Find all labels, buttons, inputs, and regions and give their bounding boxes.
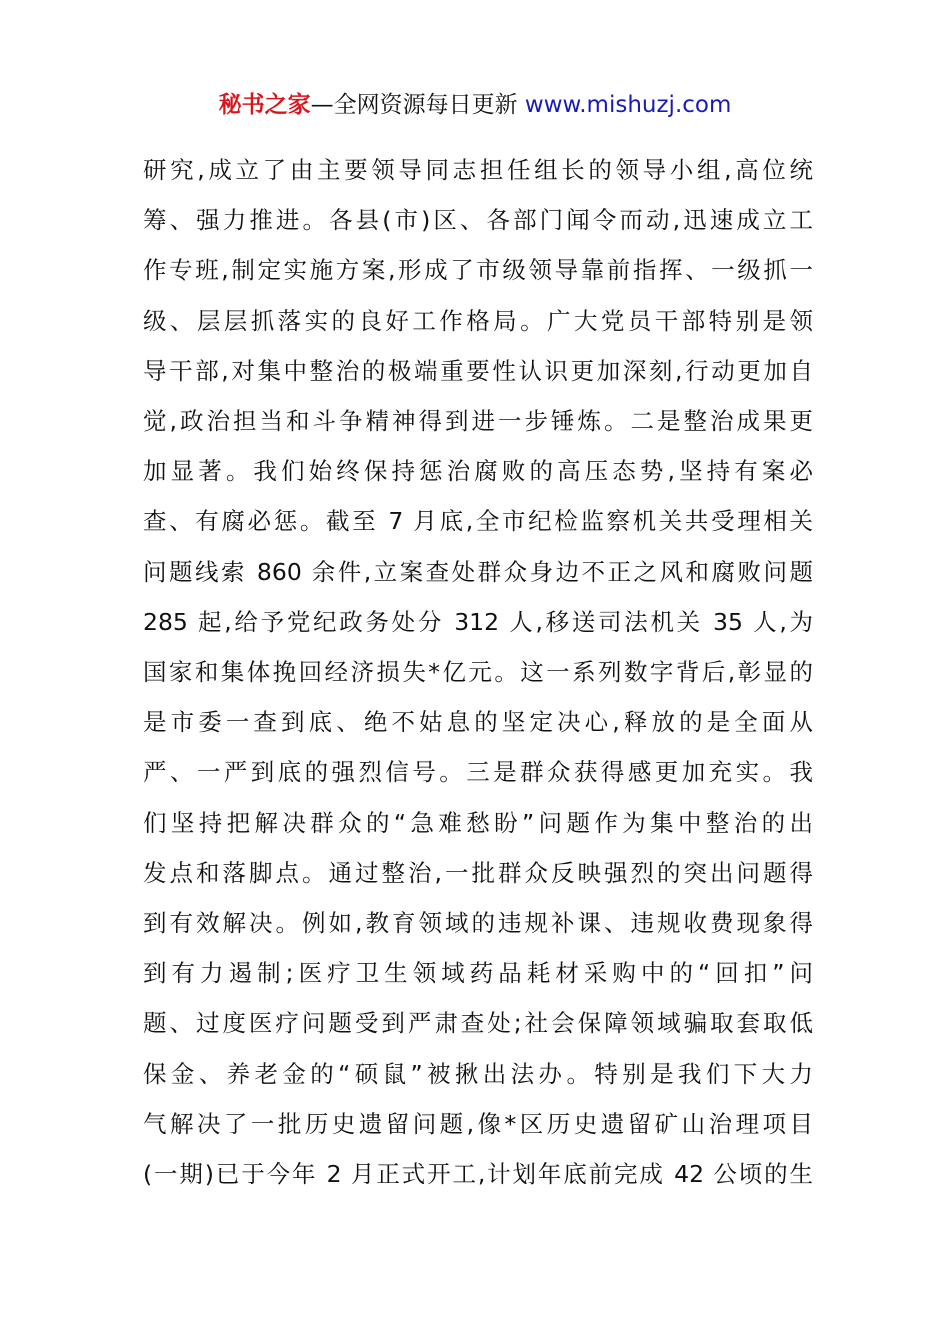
text-line: 是市委一查到底、绝不姑息的坚定决心,释放的是全面从 [143,708,813,737]
text-line: 导干部,对集中整治的极端重要性认识更加深刻,行动更加自 [143,356,813,385]
site-tagline: —全网资源每日更新 [310,92,525,118]
text-line: (一期)已于今年 2 月正式开工,计划年底前完成 42 公顷的生 [143,1160,813,1189]
text-line: 查、有腐必惩。截至 7 月底,全市纪检监察机关共受理相关 [143,507,813,536]
text-line: 级、层层抓落实的良好工作格局。广大党员干部特别是领 [143,306,813,335]
text-line: 到有力遏制;医疗卫生领域药品耗材采购中的“回扣”问 [143,959,813,988]
page-header [0,88,950,122]
text-line: 保金、养老金的“硕鼠”被揪出法办。特别是我们下大力 [143,1059,813,1088]
text-line: 作专班,制定实施方案,形成了市级领导靠前指挥、一级抓一 [143,256,813,285]
text-line: 筹、强力推进。各县(市)区、各部门闻令而动,迅速成立工 [143,206,813,235]
document-body [143,145,813,1199]
text-line: 觉,政治担当和斗争精神得到进一步锤炼。二是整治成果更 [143,407,813,436]
text-line: 问题线索 860 余件,立案查处群众身边不正之风和腐败问题 [143,557,813,586]
text-line: 发点和落脚点。通过整治,一批群众反映强烈的突出问题得 [143,858,813,887]
site-brand: 秘书之家 [218,92,311,118]
text-line: 题、过度医疗问题受到严肃查处;社会保障领域骗取套取低 [143,1009,813,1038]
text-line: 气解决了一批历史遗留问题,像*区历史遗留矿山治理项目 [143,1109,813,1138]
text-line: 们坚持把解决群众的“急难愁盼”问题作为集中整治的出 [143,808,813,837]
text-line: 国家和集体挽回经济损失*亿元。这一系列数字背后,彰显的 [143,658,813,687]
text-line: 加显著。我们始终保持惩治腐败的高压态势,坚持有案必 [143,457,813,486]
text-line: 到有效解决。例如,教育领域的违规补课、违规收费现象得 [143,909,813,938]
text-line: 严、一严到底的强烈信号。三是群众获得感更加充实。我 [143,758,813,787]
text-line: 研究,成立了由主要领导同志担任组长的领导小组,高位统 [143,156,813,184]
site-url-link[interactable]: www.mishuzj.com [524,92,732,118]
text-line: 285 起,给予党纪政务处分 312 人,移送司法机关 35 人,为 [143,607,813,636]
